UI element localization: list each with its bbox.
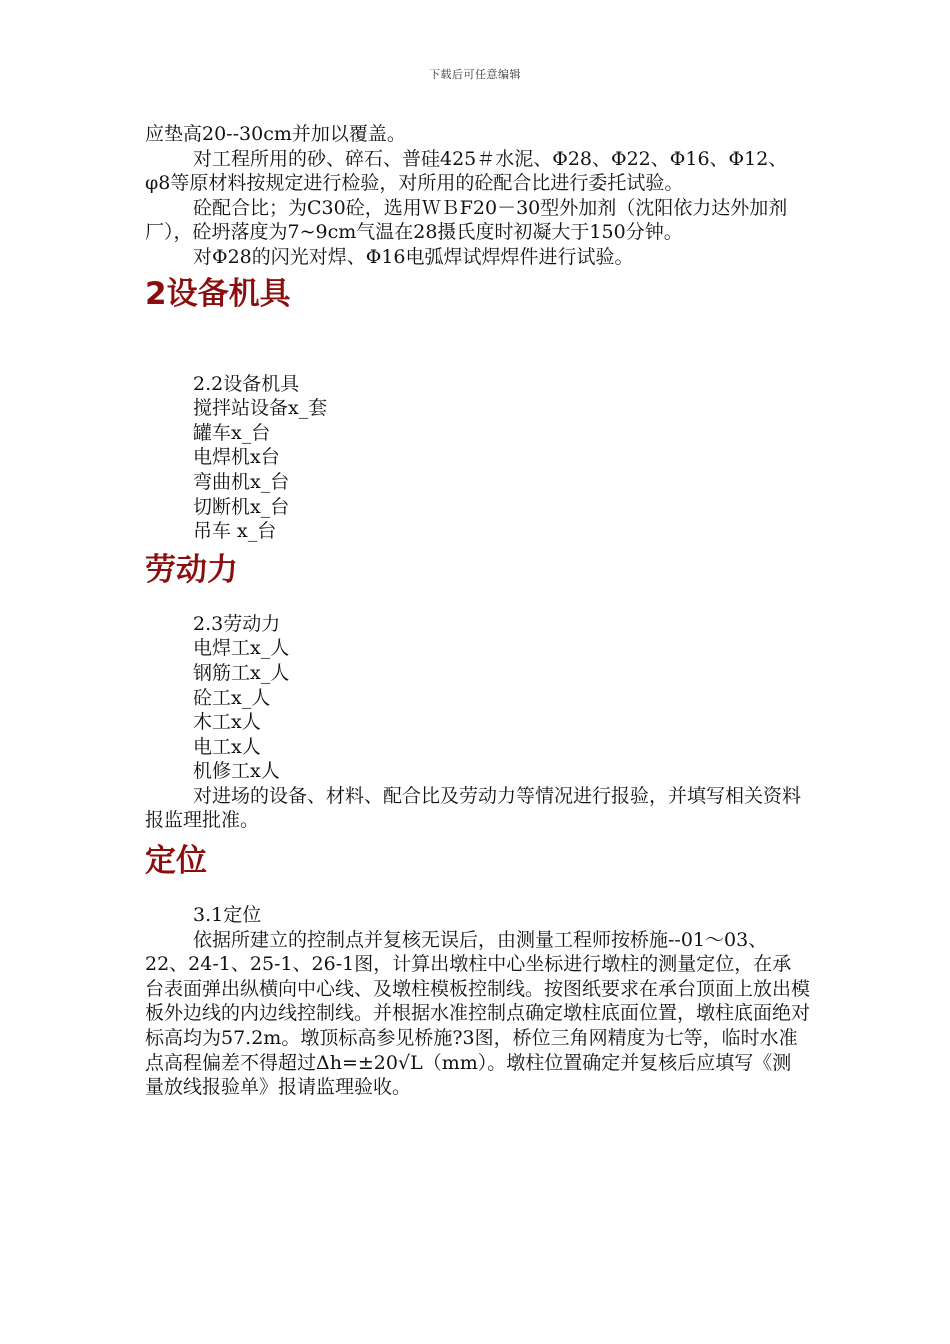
labor-item: 木工x人 [193,711,261,734]
labor-item: 电工x人 [193,735,261,758]
equipment-item: 罐车x_台 [193,421,271,444]
equipment-item: 吊车 x_台 [193,520,277,543]
positioning-body-paragraph: 依据所建立的控制点并复核无误后，由测量工程师按桥施--01～03、22、24-1、25-1、26-1图，计算出墩柱中心坐标进行墩柱的测量定位，在承台表面弹出纵横向中心线、及墩柱模板控制线。按图纸要求在承台顶面上放出模板外边线的内边线控制线。并根据水准控制点确定墩柱底面位置，墩柱底面绝对标高均为57.2m。墩顶标高参见桥施?3图，桥位三角网精度为七等，临时水准点高程偏差不得超过Δh=±20√L（mm）。墩柱位置确定并复核后应填写《测量放线报验单》报请监理验收。 [145,928,811,1099]
section-heading-positioning: 定位 [145,843,207,880]
equipment-item: 搅拌站设备x_套 [193,397,328,420]
intro-line-1: 应垫高20--30cm并加以覆盖。 [145,123,406,145]
labor-item: 机修工x人 [193,760,280,783]
document-body [145,122,810,1100]
intro-paragraph-materials: 对工程所用的砂、碎石、普硅425＃水泥、Φ28、Φ22、Φ16、Φ12、φ8等原材料按规定进行检验，对所用的砼配合比进行委托试验。 [145,147,788,195]
labor-item: 钢筋工x_人 [193,661,290,684]
section-heading-equipment: 2设备机具 [145,275,291,312]
equipment-item: 切断机x_台 [193,495,290,518]
section-heading-labor: 劳动力 [145,551,238,588]
subheading-labor: 2.3劳动力 [193,612,281,635]
intro-paragraph-mix: 砼配合比；为C30砼，选用ＷＢF20－30型外加剂（沈阳依力达外加剂厂），砼坍落度为7~9cm气温在28摄氏度时初凝大于150分钟。 [145,196,788,244]
labor-item: 电焊工x_人 [193,637,290,660]
subheading-positioning: 3.1定位 [193,904,262,927]
equipment-item: 弯曲机x_台 [193,470,290,493]
labor-item: 砼工x_人 [193,686,271,709]
labor-note-paragraph: 对进场的设备、材料、配合比及劳动力等情况进行报验，并填写相关资料报监理批准。 [145,784,802,832]
page-header: 下载后可任意编辑 [429,68,521,81]
intro-paragraph-weld: 对Φ28的闪光对焊、Φ16电弧焊试焊焊件进行试验。 [193,245,634,268]
equipment-item: 电焊机x台 [193,446,280,469]
subheading-equipment: 2.2设备机具 [193,372,300,395]
